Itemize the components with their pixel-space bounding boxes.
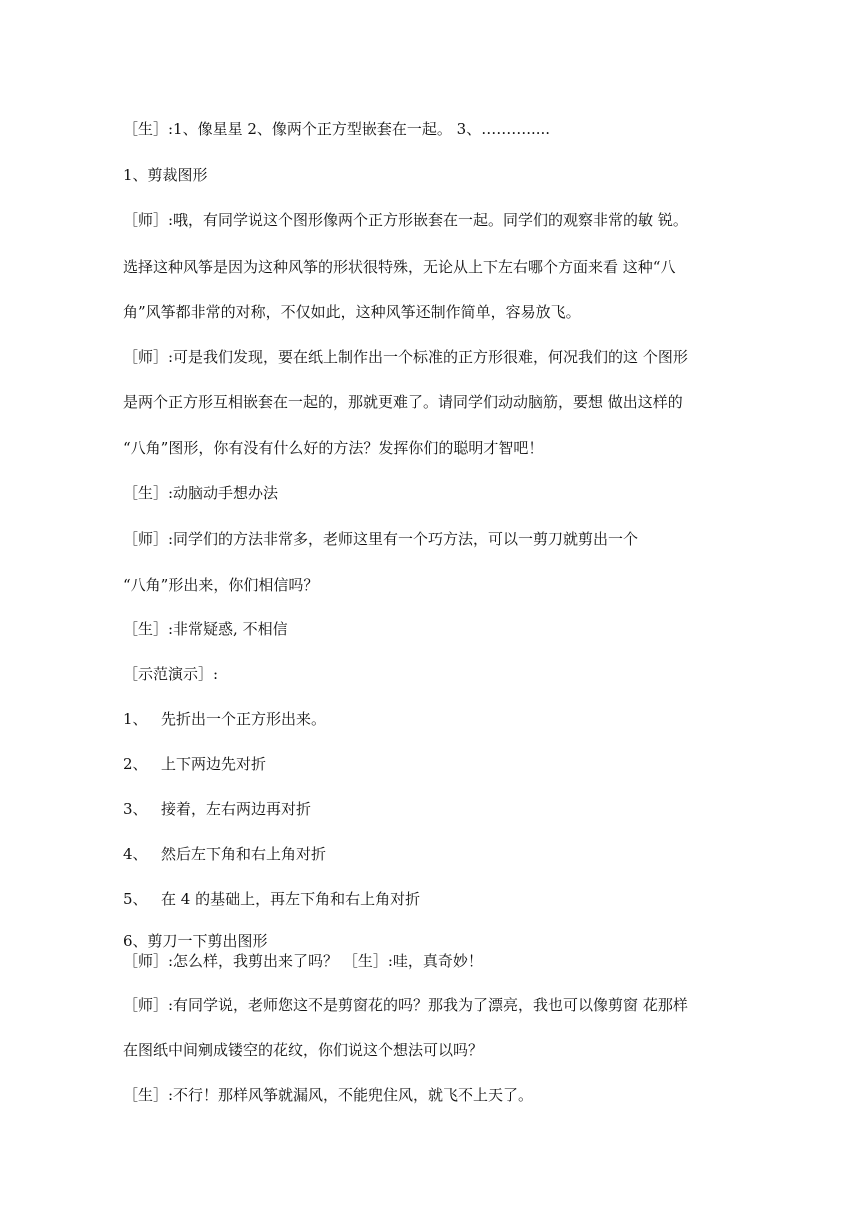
- paragraph-line: 角”风筝都非常的对称，不仅如此，这种风筝还制作简单，容易放飞。: [123, 303, 581, 321]
- teacher-line-trick: ［师］:同学们的方法非常多，老师这里有一个巧方法，可以一剪刀就剪出一个: [123, 530, 639, 548]
- step-item: 2、 上下两边先对折: [123, 755, 267, 773]
- step-six: 6、剪刀一下剪出图形: [123, 932, 268, 950]
- teacher-line-observation: ［师］:哦，有同学说这个图形像两个正方形嵌套在一起。同学们的观察非常的敏 锐。: [123, 211, 688, 229]
- teacher-line-papercut: ［师］:有同学说，老师您这不是剪窗花的吗？那我为了漂亮，我也可以像剪窗 花那样: [123, 996, 688, 1014]
- section-heading-cutting: 1、剪裁图形: [123, 166, 208, 184]
- step-item: 4、 然后左下角和右上角对折: [123, 845, 327, 863]
- paragraph-line: “八角”图形，你有没有什么好的方法？发挥你们的聪明才智吧！: [123, 439, 544, 457]
- teacher-line-difficulty: ［师］:可是我们发现，要在纸上制作出一个标准的正方形很难，何况我们的这 个图形: [123, 348, 688, 366]
- student-line-doubt: ［生］:非常疑惑, 不相信: [123, 620, 288, 638]
- step-item: 1、 先折出一个正方形出来。: [123, 710, 327, 728]
- paragraph-line: “八角”形出来，你们相信吗？: [123, 576, 319, 594]
- dialogue-line: ［师］:怎么样，我剪出来了吗？ ［生］:哇，真奇妙！: [123, 952, 483, 970]
- paragraph-line: 在图纸中间剜成镂空的花纹，你们说这个想法可以吗？: [123, 1041, 484, 1059]
- demo-heading: ［示范演示］:: [123, 665, 219, 683]
- step-item: 3、 接着，左右两边再对折: [123, 800, 312, 818]
- paragraph-line: 是两个正方形互相嵌套在一起的，那就更难了。请同学们动动脑筋，要想 做出这样的: [123, 393, 683, 411]
- step-item: 5、 在 4 的基础上，再左下角和右上角对折: [123, 890, 421, 908]
- paragraph-line: 选择这种风筝是因为这种风筝的形状很特殊，无论从上下左右哪个方面来看 这种“八: [123, 258, 676, 276]
- student-answer-shapes: ［生］:1、像星星 2、像两个正方型嵌套在一起。 3、……….....: [123, 120, 551, 138]
- student-line-think: ［生］:动脑动手想办法: [123, 484, 279, 502]
- student-line-wind: ［生］:不行！那样风筝就漏风，不能兜住风，就飞不上天了。: [123, 1086, 534, 1104]
